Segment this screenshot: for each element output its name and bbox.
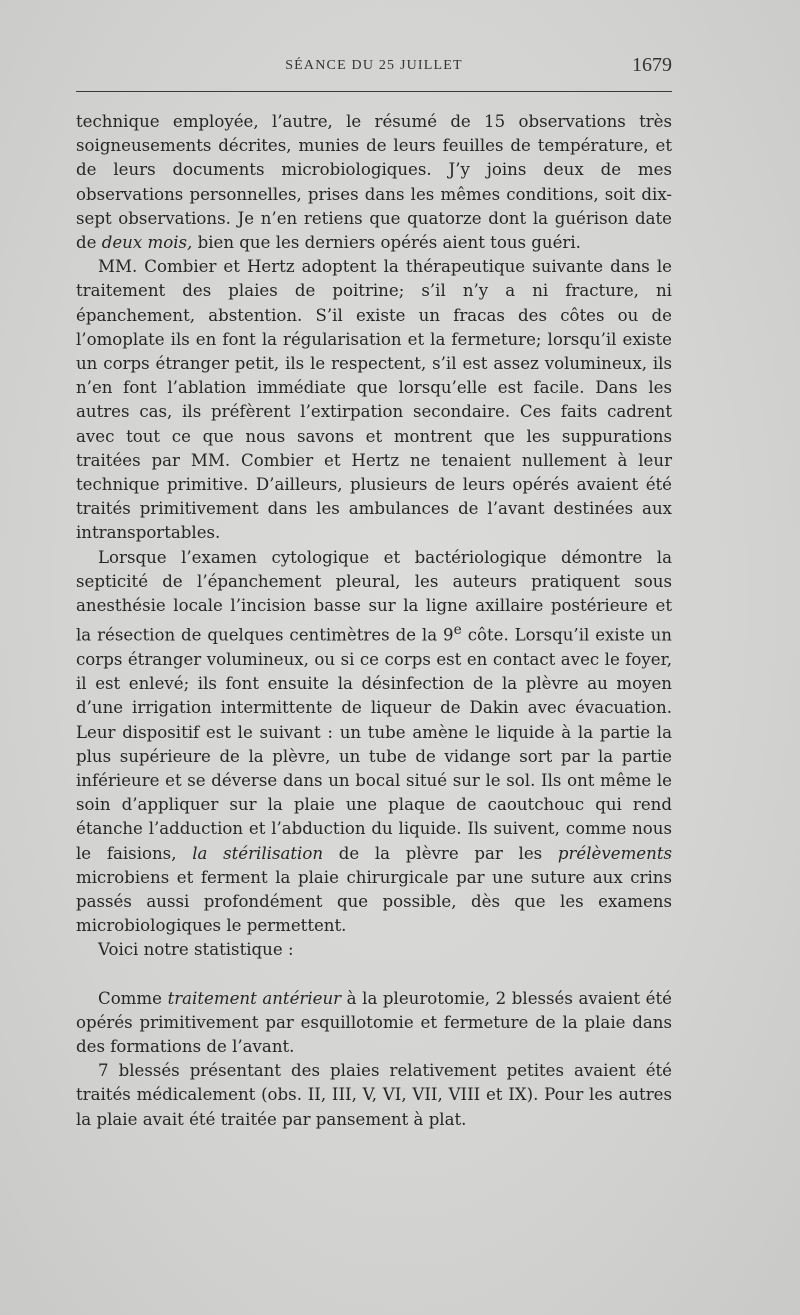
- paragraph-1-italic: deux mois,: [101, 233, 193, 253]
- paragraph-6: 7 blessés présentant des plaies relativement petites avaient été traités médicalement (obs. II, III, V, VI, VII, VIII et IX). Pour les autres la plaie avait été traitée par pansement à plat.: [76, 1061, 672, 1129]
- running-title: SÉANCE DU 25 JUILLET: [285, 58, 463, 73]
- paragraph-4: Voici notre statistique :: [98, 940, 294, 960]
- paragraph-3-italic-1: la stérilisation: [192, 843, 324, 863]
- paragraph-1-end: bien que les derniers opérés aient tous guéri.: [192, 233, 581, 253]
- header-rule: [76, 91, 672, 92]
- paragraph-3-italic-2: prélèvements: [557, 843, 672, 863]
- paragraph-3-part-d: microbiens et ferment la plaie chirurgicale par une suture aux crins passés aussi profondément que possible, dès que les examens microbiologiques le permettent.: [76, 867, 672, 936]
- section-gap: [76, 963, 672, 987]
- paragraph-5: [76, 987, 672, 1060]
- page-number: 1679: [632, 54, 672, 76]
- paragraph-1: [76, 110, 672, 255]
- paragraph-3-part-b: côte. Lorsqu’il existe un corps étranger volumineux, ou si ce corps est en contact avec le foyer, il est enlevé; ils font ensuite la désinfection de la plèvre au moyen d’une irrigation intermittente de liqueur de Dakin avec évacuation. Leur dispositif est le suivant : un tube amène le liquide à la partie la plus supérieure de la plèvre, un tube de vidange sort par la partie inférieure et se déverse dans un bocal situé sur le sol. Ils ont même le soin d’appliquer sur la plaie une plaque de caoutchouc qui rend étanche l’adduction et l’abduction du liquide. Ils suivent, comme nous le faisions,: [76, 625, 672, 863]
- body-text: [76, 110, 672, 1132]
- paragraph-5-part-b: à la pleurotomie, 2 blessés avaient été opérés primitivement par esquillotomie et fermeture de la plaie dans des formations de l’avant.: [76, 988, 672, 1057]
- paragraph-5-italic: traitement antérieur: [167, 988, 342, 1008]
- paragraph-1-text: technique employée, l’autre, le résumé de 15 observations très soigneusements décrites, munies de leurs feuilles de température, et de leurs documents microbiologiques. J’y joins deux de mes observations personnelles, prises dans les mêmes conditions, soit dix-sept observations. Je n’en retiens que quatorze dont la guérison date de: [76, 112, 672, 253]
- paragraph-3: [76, 546, 672, 939]
- paragraph-5-part-a: Comme: [98, 988, 168, 1008]
- paragraph-3-superscript: e: [453, 622, 462, 639]
- paragraph-3-part-c: de la plèvre par les: [323, 843, 558, 863]
- running-head: [76, 54, 672, 82]
- paragraph-2: MM. Combier et Hertz adoptent la thérapeutique suivante dans le traitement des plaies de poitrine; s’il n’y a ni fracture, ni épanchement, abstention. S’il existe un fracas des côtes ou de l’omoplate ils en font la régularisation et la fermeture; lorsqu’il existe un corps étranger petit, ils le respectent, s’il est assez volumineux, ils n’en font l’ablation immédiate que lorsqu’elle est facile. Dans les autres cas, ils préfèrent l’extirpation secondaire. Ces faits cadrent avec tout ce que nous savons et montrent que les suppurations traitées par MM. Combier et Hertz ne tenaient nullement à leur technique primitive. D’ailleurs, plusieurs de leurs opérés avaient été traités primitivement dans les ambulances de l’avant destinées aux intransportables.: [76, 257, 672, 543]
- paragraph-3-part-a: Lorsque l’examen cytologique et bactériologique démontre la septicité de l’épanchement pleural, les auteurs pratiquent sous anesthésie locale l’incision basse sur la ligne axillaire postérieure et la résection de quelques centimètres de la 9: [76, 547, 672, 645]
